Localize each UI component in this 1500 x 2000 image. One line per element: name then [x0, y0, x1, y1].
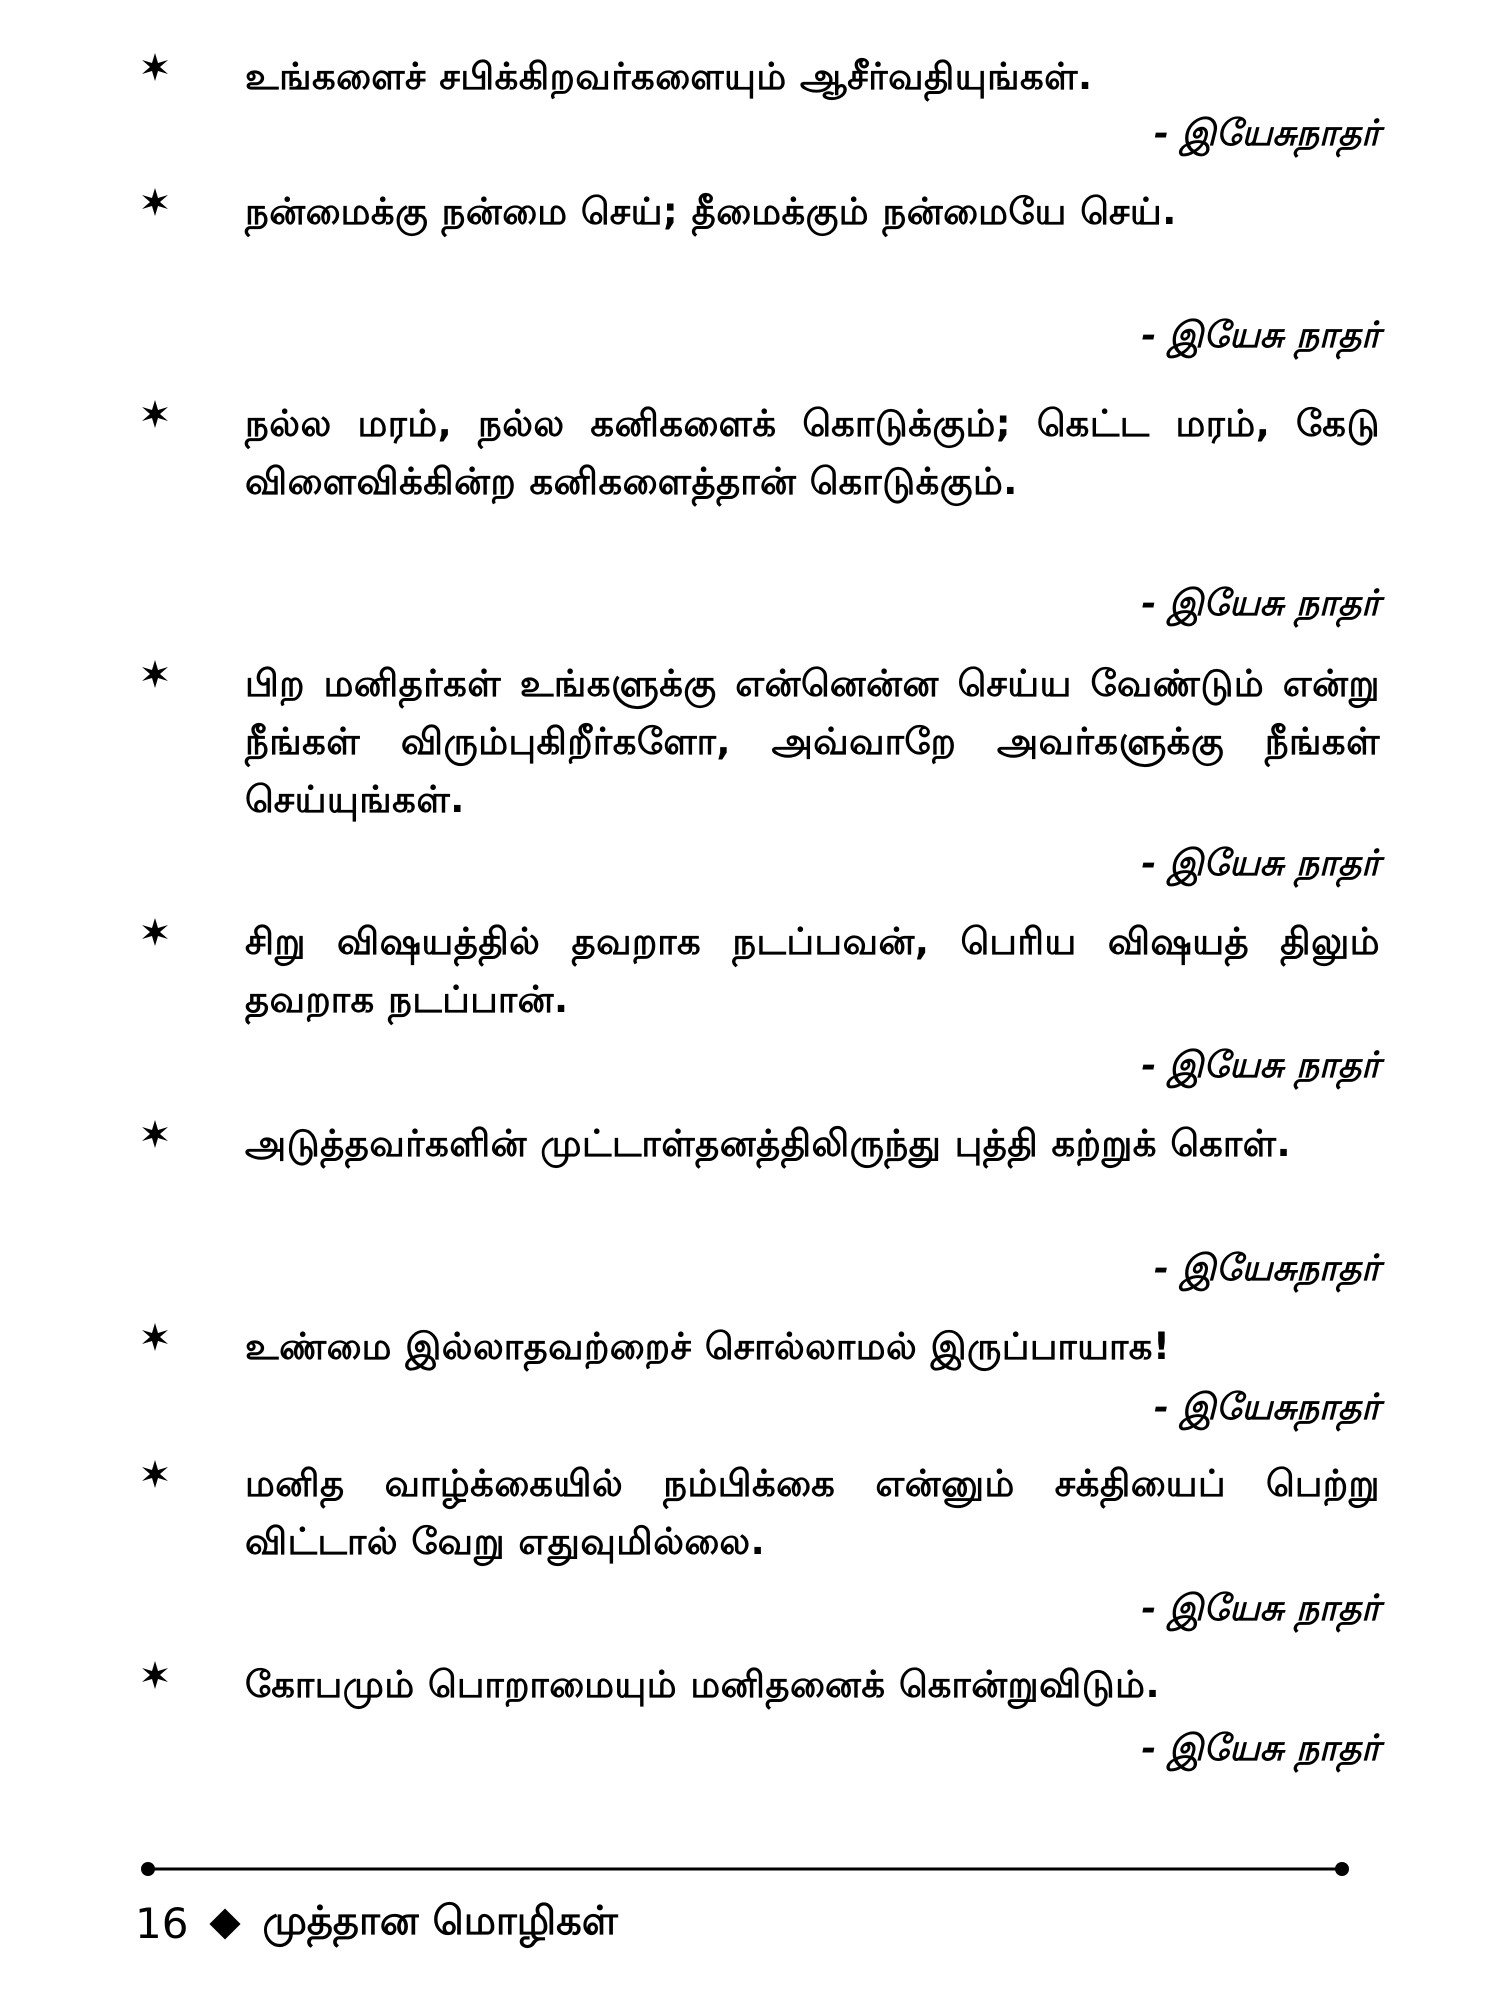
- quote-attribution: - இயேசுநாதர்: [1153, 112, 1380, 154]
- star-icon: [140, 1322, 176, 1358]
- star-icon: [140, 52, 176, 88]
- quote-attribution: - இயேசு நாதர்: [1140, 1587, 1380, 1629]
- quote-attribution: - இயேசு நாதர்: [1140, 1727, 1380, 1769]
- quote-item: [140, 913, 1380, 1029]
- quote-text: உண்மை இல்லாதவற்றைச் சொல்லாமல் இருப்பாயாக!: [245, 1325, 1171, 1368]
- star-icon: [140, 399, 176, 435]
- quote-attribution: - இயேசு நாதர்: [1140, 1044, 1380, 1086]
- footer-divider: [140, 1860, 1350, 1878]
- star-icon: [140, 917, 176, 953]
- quote-text: உங்களைச் சபிக்கிறவர்களையும் ஆசீர்வதியுங்கள்.: [245, 55, 1093, 98]
- star-icon: [140, 659, 176, 695]
- quote-attribution: - இயேசுநாதர்: [1153, 1386, 1380, 1428]
- quote-attribution: - இயேசுநாதர்: [1153, 1247, 1380, 1289]
- quote-item: [140, 395, 1380, 511]
- quote-text: அடுத்தவர்களின் முட்டாள்தனத்திலிருந்து புத்தி கற்றுக் கொள்.: [245, 1122, 1292, 1165]
- quote-text: பிற மனிதர்கள் உங்களுக்கு என்னென்ன செய்ய வேண்டும் என்று நீங்கள் விரும்புகிறீர்களோ, அவ்வாறே அவர்களுக்கு நீங்கள் செய்யுங்கள்.: [245, 662, 1380, 821]
- quote-text: சிறு விஷயத்தில் தவறாக நடப்பவன், பெரிய விஷயத் திலும் தவறாக நடப்பான்.: [245, 920, 1380, 1021]
- quote-item: [140, 183, 1380, 241]
- quote-item: [140, 1115, 1380, 1173]
- quote-text: நல்ல மரம், நல்ல கனிகளைக் கொடுக்கும்; கெட்ட மரம், கேடு விளைவிக்கின்ற கனிகளைத்தான் கொடுக்கும்.: [245, 402, 1380, 503]
- quote-text: நன்மைக்கு நன்மை செய்; தீமைக்கும் நன்மையே செய்.: [245, 190, 1177, 233]
- quote-attribution: - இயேசு நாதர்: [1140, 842, 1380, 884]
- page-number: 16: [135, 1899, 189, 1948]
- quote-item: [140, 1455, 1380, 1571]
- page-footer: [135, 1898, 618, 1949]
- quote-text: கோபமும் பொறாமையும் மனிதனைக் கொன்றுவிடும்.: [245, 1663, 1161, 1706]
- quote-item: [140, 1656, 1380, 1714]
- star-icon: [140, 1119, 176, 1155]
- quote-item: [140, 48, 1380, 106]
- star-icon: [140, 1459, 176, 1495]
- quote-item: [140, 1318, 1380, 1376]
- book-title: முத்தான மொழிகள்: [262, 1898, 618, 1944]
- quote-text: மனித வாழ்க்கையில் நம்பிக்கை என்னும் சக்தியைப் பெற்று விட்டால் வேறு எதுவுமில்லை.: [245, 1462, 1380, 1563]
- quote-item: [140, 655, 1380, 829]
- star-icon: [140, 187, 176, 223]
- quote-attribution: - இயேசு நாதர்: [1140, 314, 1380, 356]
- quote-attribution: - இயேசு நாதர்: [1140, 582, 1380, 624]
- diamond-icon: [210, 1908, 241, 1939]
- star-icon: [140, 1660, 176, 1696]
